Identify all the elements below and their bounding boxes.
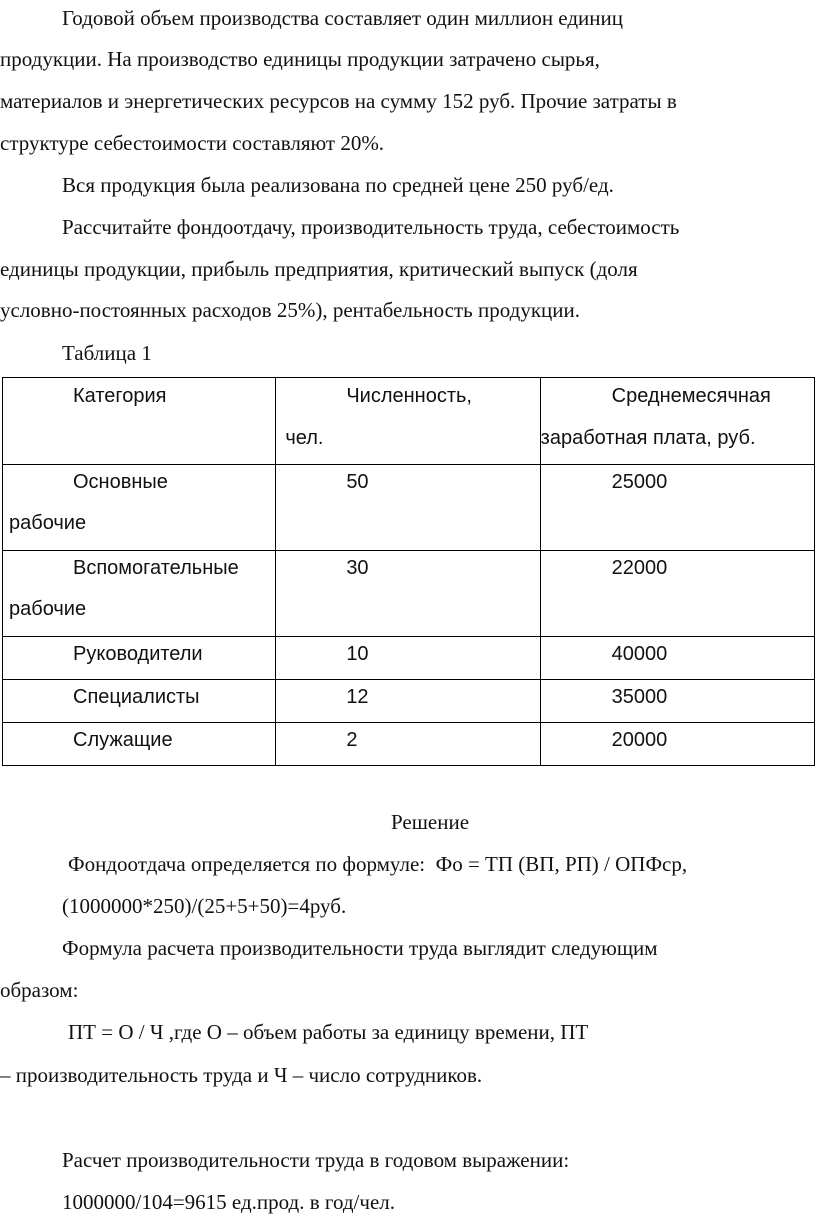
category-text: Служащие (73, 729, 173, 751)
table-row (3, 465, 815, 551)
category-text: рабочие (9, 512, 87, 534)
problem-line: условно-постоянных расходов 25%), рентабельность продукции. (0, 298, 580, 322)
solution-line: Фондоотдача определяется по формуле: Фо = ТП (ВП, РП) / ОПФср, (68, 852, 688, 876)
header-salary-text: заработная плата, руб. (540, 427, 756, 449)
table-header-row (3, 378, 815, 465)
category-text: рабочие (9, 598, 87, 620)
solution-line: (1000000*250)/(25+5+50)=4руб. (62, 894, 347, 918)
count-value: 12 (346, 686, 369, 708)
solution-line: – производительность труда и Ч – число сотрудников. (0, 1063, 483, 1087)
problem-line: продукции. На производство единицы продукции затрачено сырья, (0, 47, 600, 71)
count-value: 10 (346, 643, 369, 665)
header-category (3, 378, 276, 465)
problem-line: Рассчитайте фондоотдачу, производительность труда, себестоимость (62, 215, 680, 239)
cell-count (276, 551, 540, 637)
salary-value: 25000 (611, 471, 668, 493)
category-text: Руководители (73, 643, 203, 665)
solution-line: 1000000/104=9615 ед.прод. в год/чел. (62, 1190, 396, 1214)
category-text: Основные (73, 471, 168, 493)
header-count (276, 378, 540, 465)
solution-line: образом: (0, 978, 79, 1002)
problem-line: единицы продукции, прибыль предприятия, критический выпуск (доля (0, 257, 638, 281)
header-salary-text: Среднемесячная (611, 385, 771, 407)
cell-salary (540, 680, 814, 723)
count-value: 50 (346, 471, 369, 493)
cell-category (3, 723, 276, 766)
staff-table (2, 377, 815, 766)
count-value: 30 (346, 557, 369, 579)
salary-value: 35000 (611, 686, 668, 708)
header-category-text: Категория (73, 385, 167, 407)
cell-salary (540, 465, 814, 551)
solution-line: ПТ = О / Ч ,где О – объем работы за единицу времени, ПТ (68, 1020, 589, 1044)
solution-line: Расчет производительности труда в годовом выражении: (62, 1148, 570, 1172)
problem-line: материалов и энергетических ресурсов на сумму 152 руб. Прочие затраты в (0, 89, 677, 113)
cell-count (276, 723, 540, 766)
cell-category (3, 551, 276, 637)
table-row (3, 723, 815, 766)
category-text: Вспомогательные (73, 557, 239, 579)
header-salary (540, 378, 814, 465)
cell-count (276, 680, 540, 723)
cell-salary (540, 637, 814, 680)
salary-value: 20000 (611, 729, 668, 751)
problem-line: структуре себестоимости составляют 20%. (0, 131, 385, 155)
cell-salary (540, 723, 814, 766)
salary-value: 22000 (611, 557, 668, 579)
cell-salary (540, 551, 814, 637)
cell-count (276, 465, 540, 551)
cell-category (3, 637, 276, 680)
category-text: Специалисты (73, 686, 200, 708)
header-count-text: Численность, (346, 385, 472, 407)
solution-heading: Решение (391, 810, 470, 834)
table-caption: Таблица 1 (62, 341, 152, 365)
table-row (3, 680, 815, 723)
cell-count (276, 637, 540, 680)
solution-line: Формула расчета производительности труда выглядит следующим (62, 936, 658, 960)
cell-category (3, 465, 276, 551)
header-count-text: чел. (285, 427, 324, 449)
cell-category (3, 680, 276, 723)
table-row (3, 637, 815, 680)
problem-line: Вся продукция была реализована по средней цене 250 руб/ед. (62, 173, 614, 197)
table-row (3, 551, 815, 637)
count-value: 2 (346, 729, 358, 751)
problem-line: Годовой объем производства составляет один миллион единиц (62, 6, 623, 30)
salary-value: 40000 (611, 643, 668, 665)
